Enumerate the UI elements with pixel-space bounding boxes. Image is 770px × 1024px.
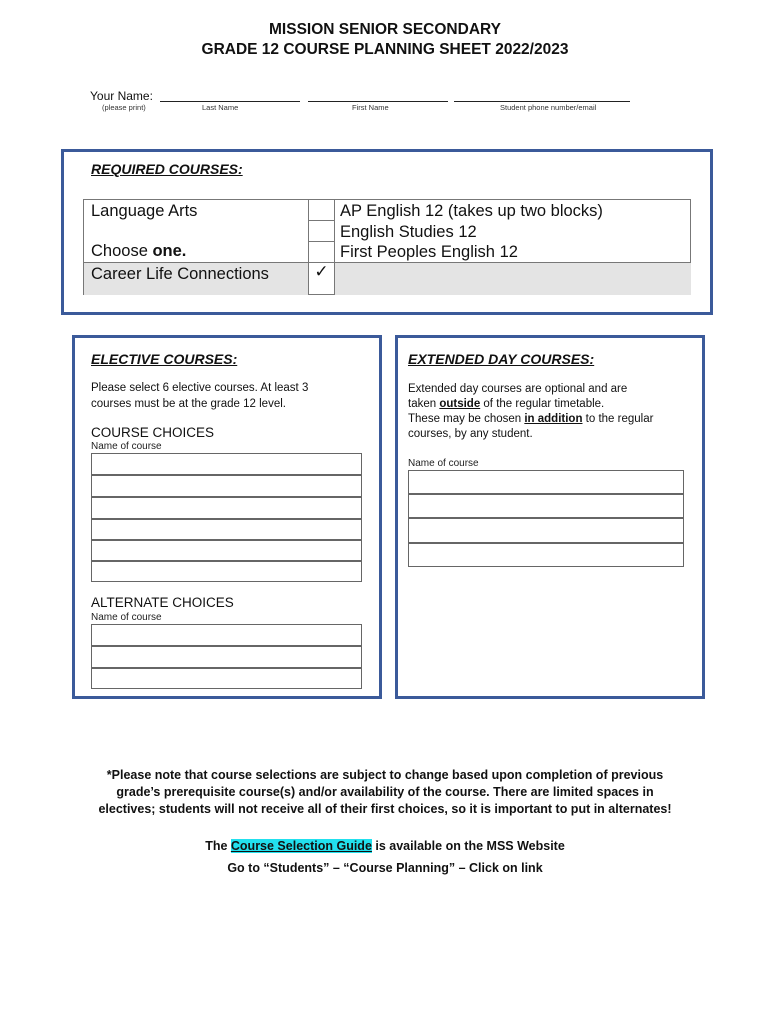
- option-checkbox-ap-english[interactable]: [309, 200, 334, 220]
- contact-caption: Student phone number/email: [500, 103, 597, 112]
- last-name-field[interactable]: [160, 101, 300, 102]
- page-title-school: MISSION SENIOR SECONDARY: [269, 21, 501, 38]
- extended-line3-suffix: to the regular: [582, 413, 654, 425]
- extended-addition-emphasis: in addition: [524, 413, 583, 425]
- extended-field-1[interactable]: [408, 470, 684, 494]
- option-checkbox-first-peoples[interactable]: [309, 242, 334, 262]
- guide-prefix: The: [205, 839, 231, 853]
- guide-suffix: is available on the MSS Website: [371, 839, 565, 853]
- alternate-choice-field-2[interactable]: [91, 646, 362, 668]
- alternate-choices-caption: Name of course: [91, 612, 162, 623]
- course-selection-guide-link[interactable]: Course Selection Guide: [230, 839, 372, 853]
- course-choice-field-4[interactable]: [91, 519, 362, 540]
- language-arts-label: Language Arts: [91, 202, 198, 220]
- elective-instruction-line1: Please select 6 elective courses. At least 3: [91, 382, 309, 394]
- option-first-peoples-english: First Peoples English 12: [340, 243, 518, 261]
- choose-emphasis: one.: [152, 242, 187, 260]
- your-name-label: Your Name:: [90, 89, 153, 103]
- guide-line2: Go to “Students” – “Course Planning” – Click on link: [227, 861, 543, 875]
- option-checkbox-english-studies[interactable]: [309, 221, 334, 241]
- course-choice-field-6[interactable]: [91, 561, 362, 582]
- required-courses-table: [83, 199, 691, 295]
- alternate-choices-heading: ALTERNATE CHOICES: [91, 595, 234, 610]
- guide-line1: [0, 838, 770, 855]
- elective-courses-heading: ELECTIVE COURSES:: [91, 351, 238, 367]
- choose-prefix: Choose: [91, 242, 153, 260]
- contact-field[interactable]: [454, 101, 630, 102]
- last-name-caption: Last Name: [202, 103, 239, 112]
- please-print-note: (please print): [102, 103, 146, 112]
- alternate-choice-field-3[interactable]: [91, 668, 362, 689]
- column-divider: [334, 200, 335, 295]
- extended-line2-suffix: of the regular timetable.: [480, 398, 605, 410]
- career-life-connections-label: Career Life Connections: [91, 265, 269, 283]
- career-check-mark: ✓: [314, 262, 329, 281]
- extended-field-4[interactable]: [408, 543, 684, 567]
- extended-line3-prefix: These may be chosen: [408, 413, 525, 425]
- note-line1: *Please note that course selections are subject to change based upon completion of previous: [106, 768, 664, 782]
- career-row-shading: [334, 263, 691, 295]
- course-choice-field-3[interactable]: [91, 497, 362, 519]
- course-choices-caption: Name of course: [91, 441, 162, 452]
- choose-one-label: [91, 241, 186, 262]
- extended-line2-prefix: taken: [408, 398, 440, 410]
- note-line2: grade’s prerequisite course(s) and/or availability of the course. There are limited spaces in: [116, 785, 654, 799]
- course-choice-field-1[interactable]: [91, 453, 362, 475]
- option-english-studies: English Studies 12: [340, 223, 477, 241]
- course-choice-field-5[interactable]: [91, 540, 362, 561]
- option-ap-english: AP English 12 (takes up two blocks): [340, 202, 603, 220]
- alternate-choice-field-1[interactable]: [91, 624, 362, 646]
- extended-caption: Name of course: [408, 458, 479, 469]
- course-choices-heading: COURSE CHOICES: [91, 425, 215, 440]
- elective-instruction-line2: courses must be at the grade 12 level.: [91, 398, 286, 410]
- required-courses-heading: REQUIRED COURSES:: [91, 161, 243, 177]
- extended-day-heading: EXTENDED DAY COURSES:: [408, 351, 595, 367]
- extended-text-line1: Extended day courses are optional and are: [408, 383, 628, 395]
- extended-text-line4: courses, by any student.: [408, 428, 533, 440]
- first-name-caption: First Name: [352, 103, 389, 112]
- extended-text-line3: [408, 412, 653, 427]
- page-title-sheet: GRADE 12 COURSE PLANNING SHEET 2022/2023: [201, 41, 569, 58]
- extended-text-line2: [408, 397, 604, 412]
- extended-field-2[interactable]: [408, 494, 684, 518]
- note-line3: electives; students will not receive all of their first choices, so it is important to put in alternates!: [98, 802, 672, 816]
- course-choice-field-2[interactable]: [91, 475, 362, 497]
- extended-field-3[interactable]: [408, 518, 684, 543]
- first-name-field[interactable]: [308, 101, 448, 102]
- extended-outside-emphasis: outside: [439, 398, 481, 410]
